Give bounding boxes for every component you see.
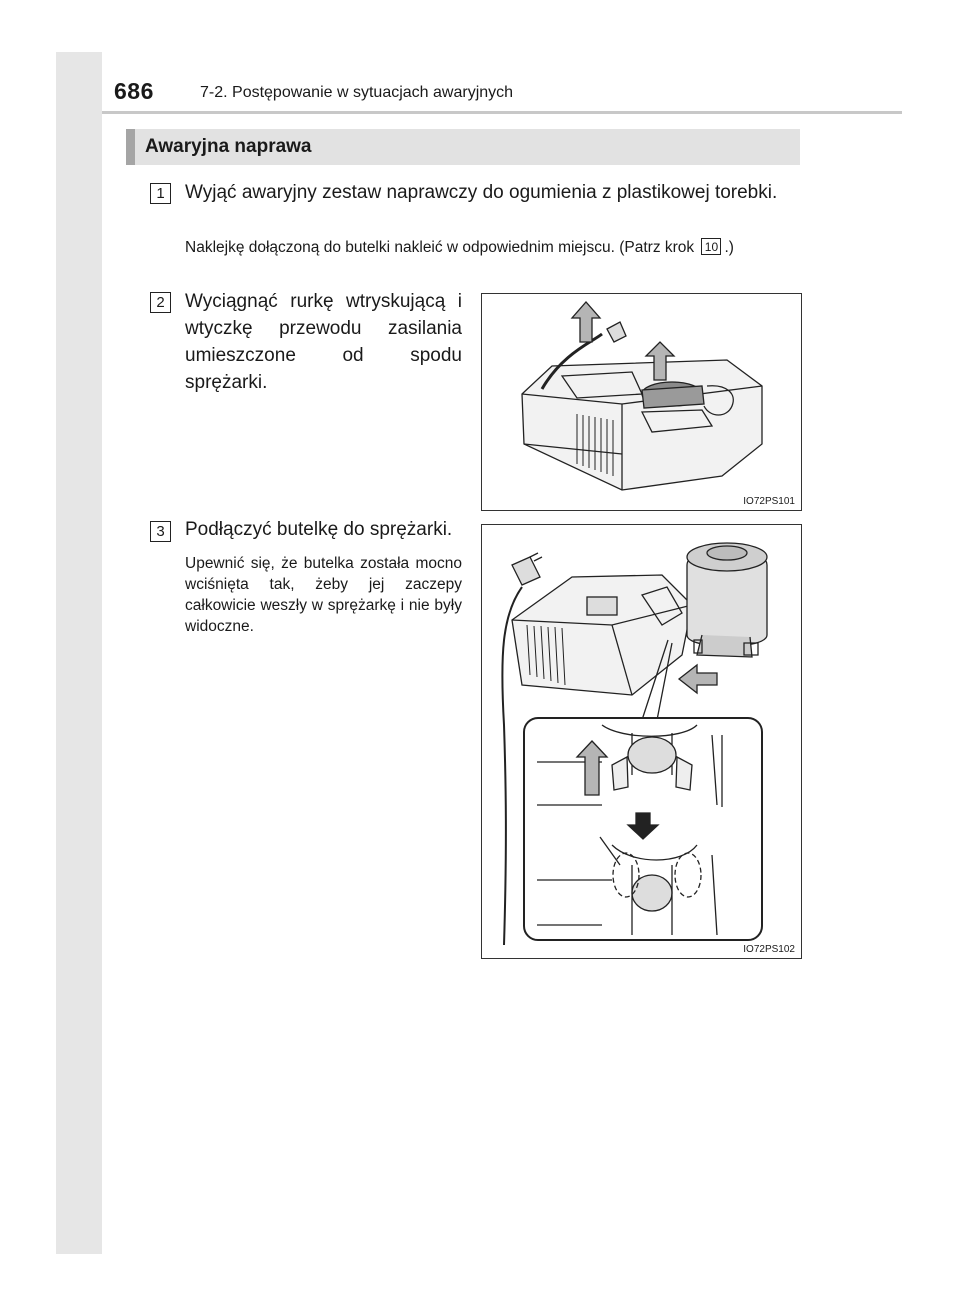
step-2-text: Wyciągnąć rurkę wtryskującą i wtyczkę przewodu zasilania umieszczone od spodu sprężarki. xyxy=(185,291,462,393)
step-ref-box: 10 xyxy=(701,238,721,255)
header-rule xyxy=(102,111,902,114)
page-number: 686 xyxy=(114,78,154,104)
step-1-note xyxy=(185,237,800,258)
compressor-illustration xyxy=(482,294,801,510)
figure-code: IO72PS101 xyxy=(743,496,795,507)
step-2-number: 2 xyxy=(150,292,171,313)
step-1-note-text: Naklejkę dołączoną do butelki nakleić w odpowiednim miejscu. (Patrz krok xyxy=(185,239,695,256)
bottle-connection-illustration xyxy=(482,525,801,958)
bottle-connection-figure xyxy=(481,524,802,959)
figure-code: IO72PS102 xyxy=(743,944,795,955)
step-3-note: Upewnić się, że butelka została mocno wciśnięta tak, żeby jej zaczepy całkowicie weszły w sprężarkę i nie były widoczne. xyxy=(185,555,462,635)
step-1-note-end: .) xyxy=(724,239,734,256)
section-header xyxy=(126,129,800,165)
chapter-title: 7-2. Postępowanie w sytuacjach awaryjnych xyxy=(200,84,514,101)
page-side-tab xyxy=(56,52,102,1254)
section-title: Awaryjna naprawa xyxy=(145,136,312,157)
step-1-number: 1 xyxy=(150,183,171,204)
step-1-text: Wyjąć awaryjny zestaw naprawczy do ogumienia z plastikowej torebki. xyxy=(185,182,778,203)
step-3-number: 3 xyxy=(150,521,171,542)
compressor-figure xyxy=(481,293,802,511)
step-3-text: Podłączyć butelkę do sprężarki. xyxy=(185,519,453,540)
